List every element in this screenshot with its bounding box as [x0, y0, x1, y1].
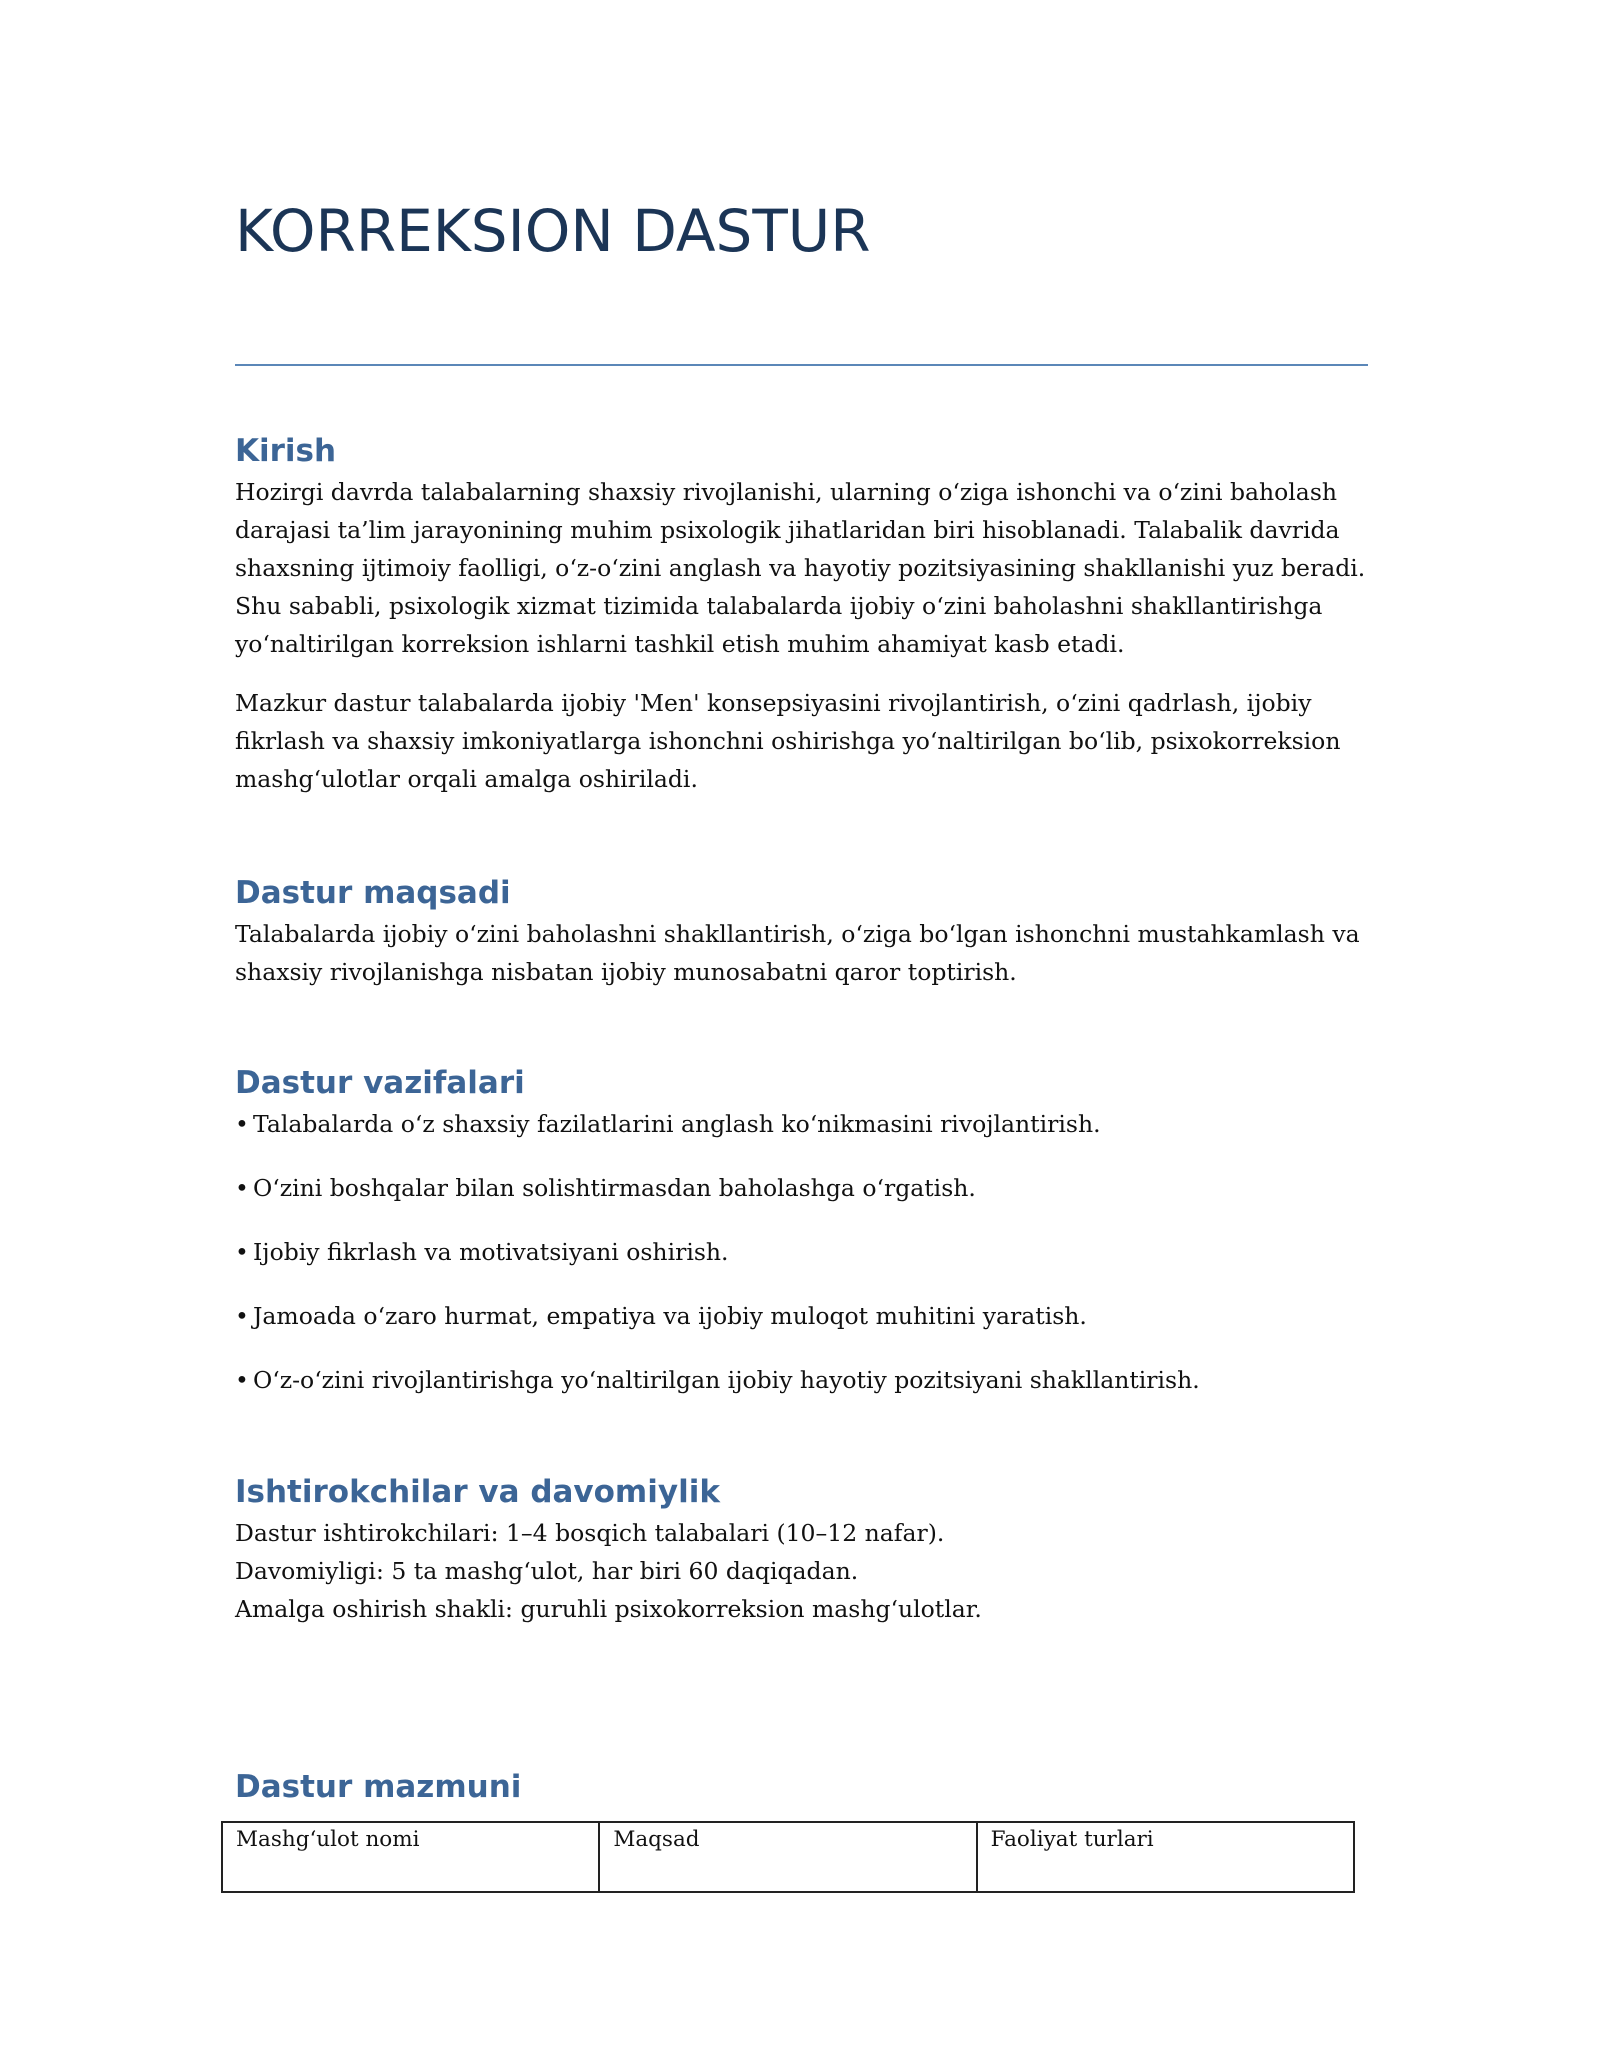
table-header-cell: Maqsad: [599, 1822, 976, 1892]
intro-paragraph-2: Mazkur dastur talabalarda ijobiy 'Men' konsepsiyasini rivojlantirish, oʻzini qadrlash, ijobiy fikrlash va shaxsiy imkoniyatlarga ishonchni oshirishga yoʻnaltirilgan boʻlib, psixokorreksion mashgʻulotlar orqali amalga oshiriladi.: [235, 689, 1341, 793]
bullet-icon: •: [235, 1174, 249, 1202]
section-intro: [235, 429, 1385, 798]
intro-paragraph-1: Hozirgi davrda talabalarning shaxsiy rivojlanishi, ularning oʻziga ishonchi va oʻzini baholash darajasi ta’lim jarayonining muhim psixologik jihatlaridan biri hisoblanadi. Talabalik davrida shaxsning ijtimoiy faolligi, oʻz-oʻzini anglash va hayotiy pozitsiyasining shakllanishi yuz beradi. Shu sababli, psixologik xizmat tizimida talabalarda ijobiy oʻzini baholashni shakllantirishga yoʻnaltirilgan korreksion ishlarni tashkil etish muhim ahamiyat kasb etadi.: [235, 478, 1366, 658]
section-participants: [235, 1470, 1385, 1628]
section-heading-content: Dastur mazmuni: [235, 1769, 522, 1805]
list-item-text: Ijobiy fikrlash va motivatsiyani oshirish.: [253, 1238, 729, 1266]
title-divider: [235, 364, 1368, 366]
list-item-text: Jamoada oʻzaro hurmat, empatiya va ijobiy muloqot muhitini yaratish.: [253, 1302, 1087, 1330]
content-table: [221, 1821, 1355, 1893]
section-heading-participants: Ishtirokchilar va davomiylik: [235, 1474, 720, 1510]
document-title: KORREKSION DASTUR: [235, 197, 871, 265]
section-heading-goal: Dastur maqsadi: [235, 875, 511, 911]
tasks-list: [235, 1105, 1385, 1399]
section-heading-intro: Kirish: [235, 433, 337, 469]
goal-paragraph: Talabalarda ijobiy oʻzini baholashni shakllantirish, oʻziga boʻlgan ishonchni mustahkamlash va shaxsiy rivojlanishga nisbatan ijobiy munosabatni qaror toptirish.: [235, 920, 1360, 986]
list-item-text: Oʻzini boshqalar bilan solishtirmasdan baholashga oʻrgatish.: [253, 1174, 976, 1202]
list-item: [235, 1297, 1385, 1335]
bullet-icon: •: [235, 1366, 249, 1394]
list-item: [235, 1361, 1385, 1399]
duration-line: Davomiyligi: 5 ta mashgʻulot, har biri 60 daqiqadan.: [235, 1557, 859, 1585]
table-header-cell: Mashgʻulot nomi: [222, 1822, 599, 1892]
format-line: Amalga oshirish shakli: guruhli psixokorreksion mashgʻulotlar.: [235, 1595, 982, 1623]
list-item-text: Talabalarda oʻz shaxsiy fazilatlarini anglash koʻnikmasini rivojlantirish.: [253, 1110, 1101, 1138]
list-item: [235, 1169, 1385, 1207]
section-goal: [235, 871, 1385, 991]
participants-lines: [235, 1514, 1385, 1628]
list-item: [235, 1233, 1385, 1271]
participants-line: Dastur ishtirokchilari: 1–4 bosqich talabalari (10–12 nafar).: [235, 1519, 945, 1547]
section-content: [235, 1765, 1385, 1809]
list-item: [235, 1105, 1385, 1143]
section-tasks: [235, 1061, 1385, 1425]
bullet-icon: •: [235, 1238, 249, 1266]
table-header-row: [222, 1822, 1354, 1892]
list-item-text: Oʻz-oʻzini rivojlantirishga yoʻnaltirilgan ijobiy hayotiy pozitsiyani shakllantirish.: [253, 1366, 1200, 1394]
bullet-icon: •: [235, 1302, 249, 1330]
table-header-cell: Faoliyat turlari: [977, 1822, 1354, 1892]
section-heading-tasks: Dastur vazifalari: [235, 1065, 525, 1101]
bullet-icon: •: [235, 1110, 249, 1138]
